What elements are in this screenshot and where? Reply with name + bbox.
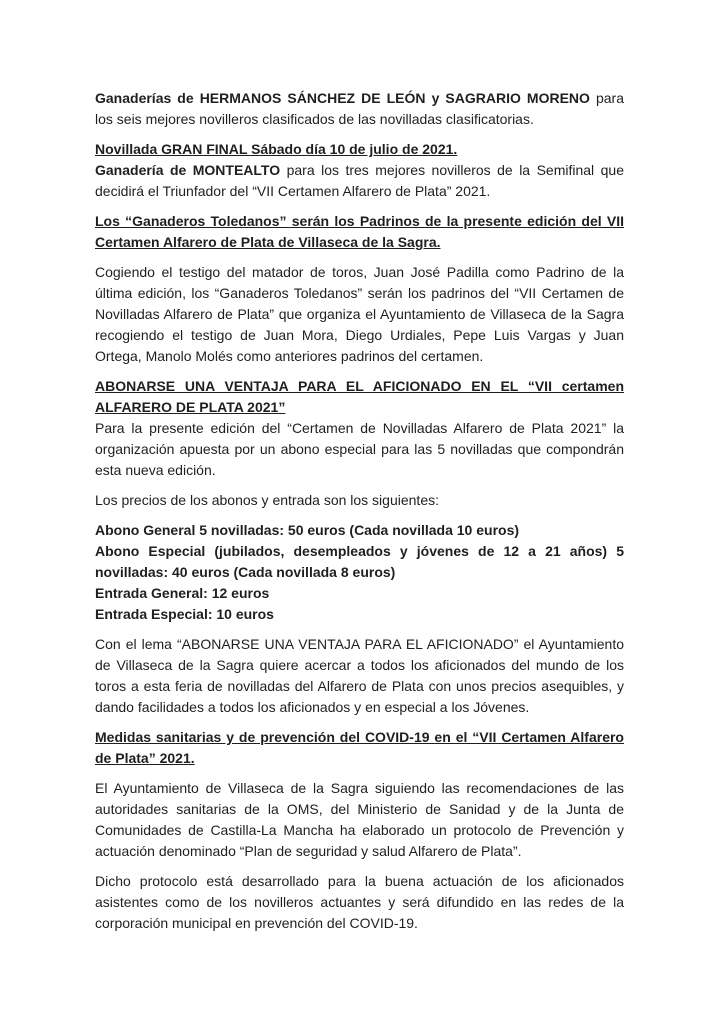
paragraph-precios-intro: Los precios de los abonos y entrada son los siguientes: (95, 492, 439, 508)
text-run: para los seis mejores novilleros clasificados de las novilladas clasificatorias. (95, 90, 624, 127)
price-item-entrada-especial: Entrada Especial: 10 euros (95, 606, 274, 622)
paragraph-presente-edicion: Para la presente edición del “Certamen de Novilladas Alfarero de Plata 2021” la organización apuesta por un abono especial para las 5 novilladas que compondrán esta nueva edición. (95, 420, 624, 478)
heading-gran-final: Novillada GRAN FINAL Sábado día 10 de julio de 2021. (95, 141, 458, 157)
paragraph-ganaderias (95, 88, 624, 130)
text-run-bold: Ganaderías de HERMANOS SÁNCHEZ DE LEÓN y SAGRARIO MORENO (95, 90, 590, 106)
price-list (95, 520, 624, 625)
paragraph-montealto (95, 160, 624, 202)
text-run-bold: Ganadería de MONTEALTO (95, 162, 281, 178)
heading-abonarse: ABONARSE UNA VENTAJA PARA EL AFICIONADO EN EL “VII certamen ALFARERO DE PLATA 2021” (95, 378, 624, 415)
heading-padrinos: Los “Ganaderos Toledanos” serán los Padrinos de la presente edición del VII Certamen Alfarero de Plata de Villaseca de la Sagra. (95, 213, 624, 250)
price-item-abono-general: Abono General 5 novilladas: 50 euros (Cada novillada 10 euros) (95, 522, 520, 538)
price-item-entrada-general: Entrada General: 12 euros (95, 585, 270, 601)
text-run: para los tres mejores novilleros de la Semifinal que decidirá el Triunfador del “VII Certamen Alfarero de Plata” 2021. (95, 162, 624, 199)
heading-medidas-covid: Medidas sanitarias y de prevención del COVID-19 en el “VII Certamen Alfarero de Plata” 2021. (95, 729, 624, 766)
paragraph-dicho-protocolo: Dicho protocolo está desarrollado para la buena actuación de los aficionados asistentes como de los novilleros actuantes y será difundido en las redes de la corporación municipal en prevención del COVID-19. (95, 873, 624, 931)
price-item-abono-especial: Abono Especial (jubilados, desempleados y jóvenes de 12 a 21 años) 5 novilladas: 40 euros (Cada novillada 8 euros) (95, 543, 624, 580)
paragraph-ayuntamiento-oms: El Ayuntamiento de Villaseca de la Sagra siguiendo las recomendaciones de las autoridades sanitarias de la OMS, del Ministerio de Sanidad y de la Junta de Comunidades de Castilla-La Mancha ha elaborado un protocolo de Prevención y actuación denominado “Plan de seguridad y salud Alfarero de Plata”. (95, 780, 624, 859)
paragraph-con-el-lema: Con el lema “ABONARSE UNA VENTAJA PARA EL AFICIONADO” el Ayuntamiento de Villaseca de la Sagra quiere acercar a todos los aficionados del mundo de los toros a esta feria de novilladas del Alfarero de Plata con unos precios asequibles, y dando facilidades a todos los aficionados y en especial a los Jóvenes. (95, 636, 624, 715)
paragraph-cogiendo-testigo: Cogiendo el testigo del matador de toros, Juan José Padilla como Padrino de la última edición, los “Ganaderos Toledanos” serán los padrinos del “VII Certamen de Novilladas Alfarero de Plata” que organiza el Ayuntamiento de Villaseca de la Sagra recogiendo el testigo de Juan Mora, Diego Urdiales, Pepe Luis Vargas y Juan Ortega, Manolo Molés como anteriores padrinos del certamen. (95, 264, 624, 364)
